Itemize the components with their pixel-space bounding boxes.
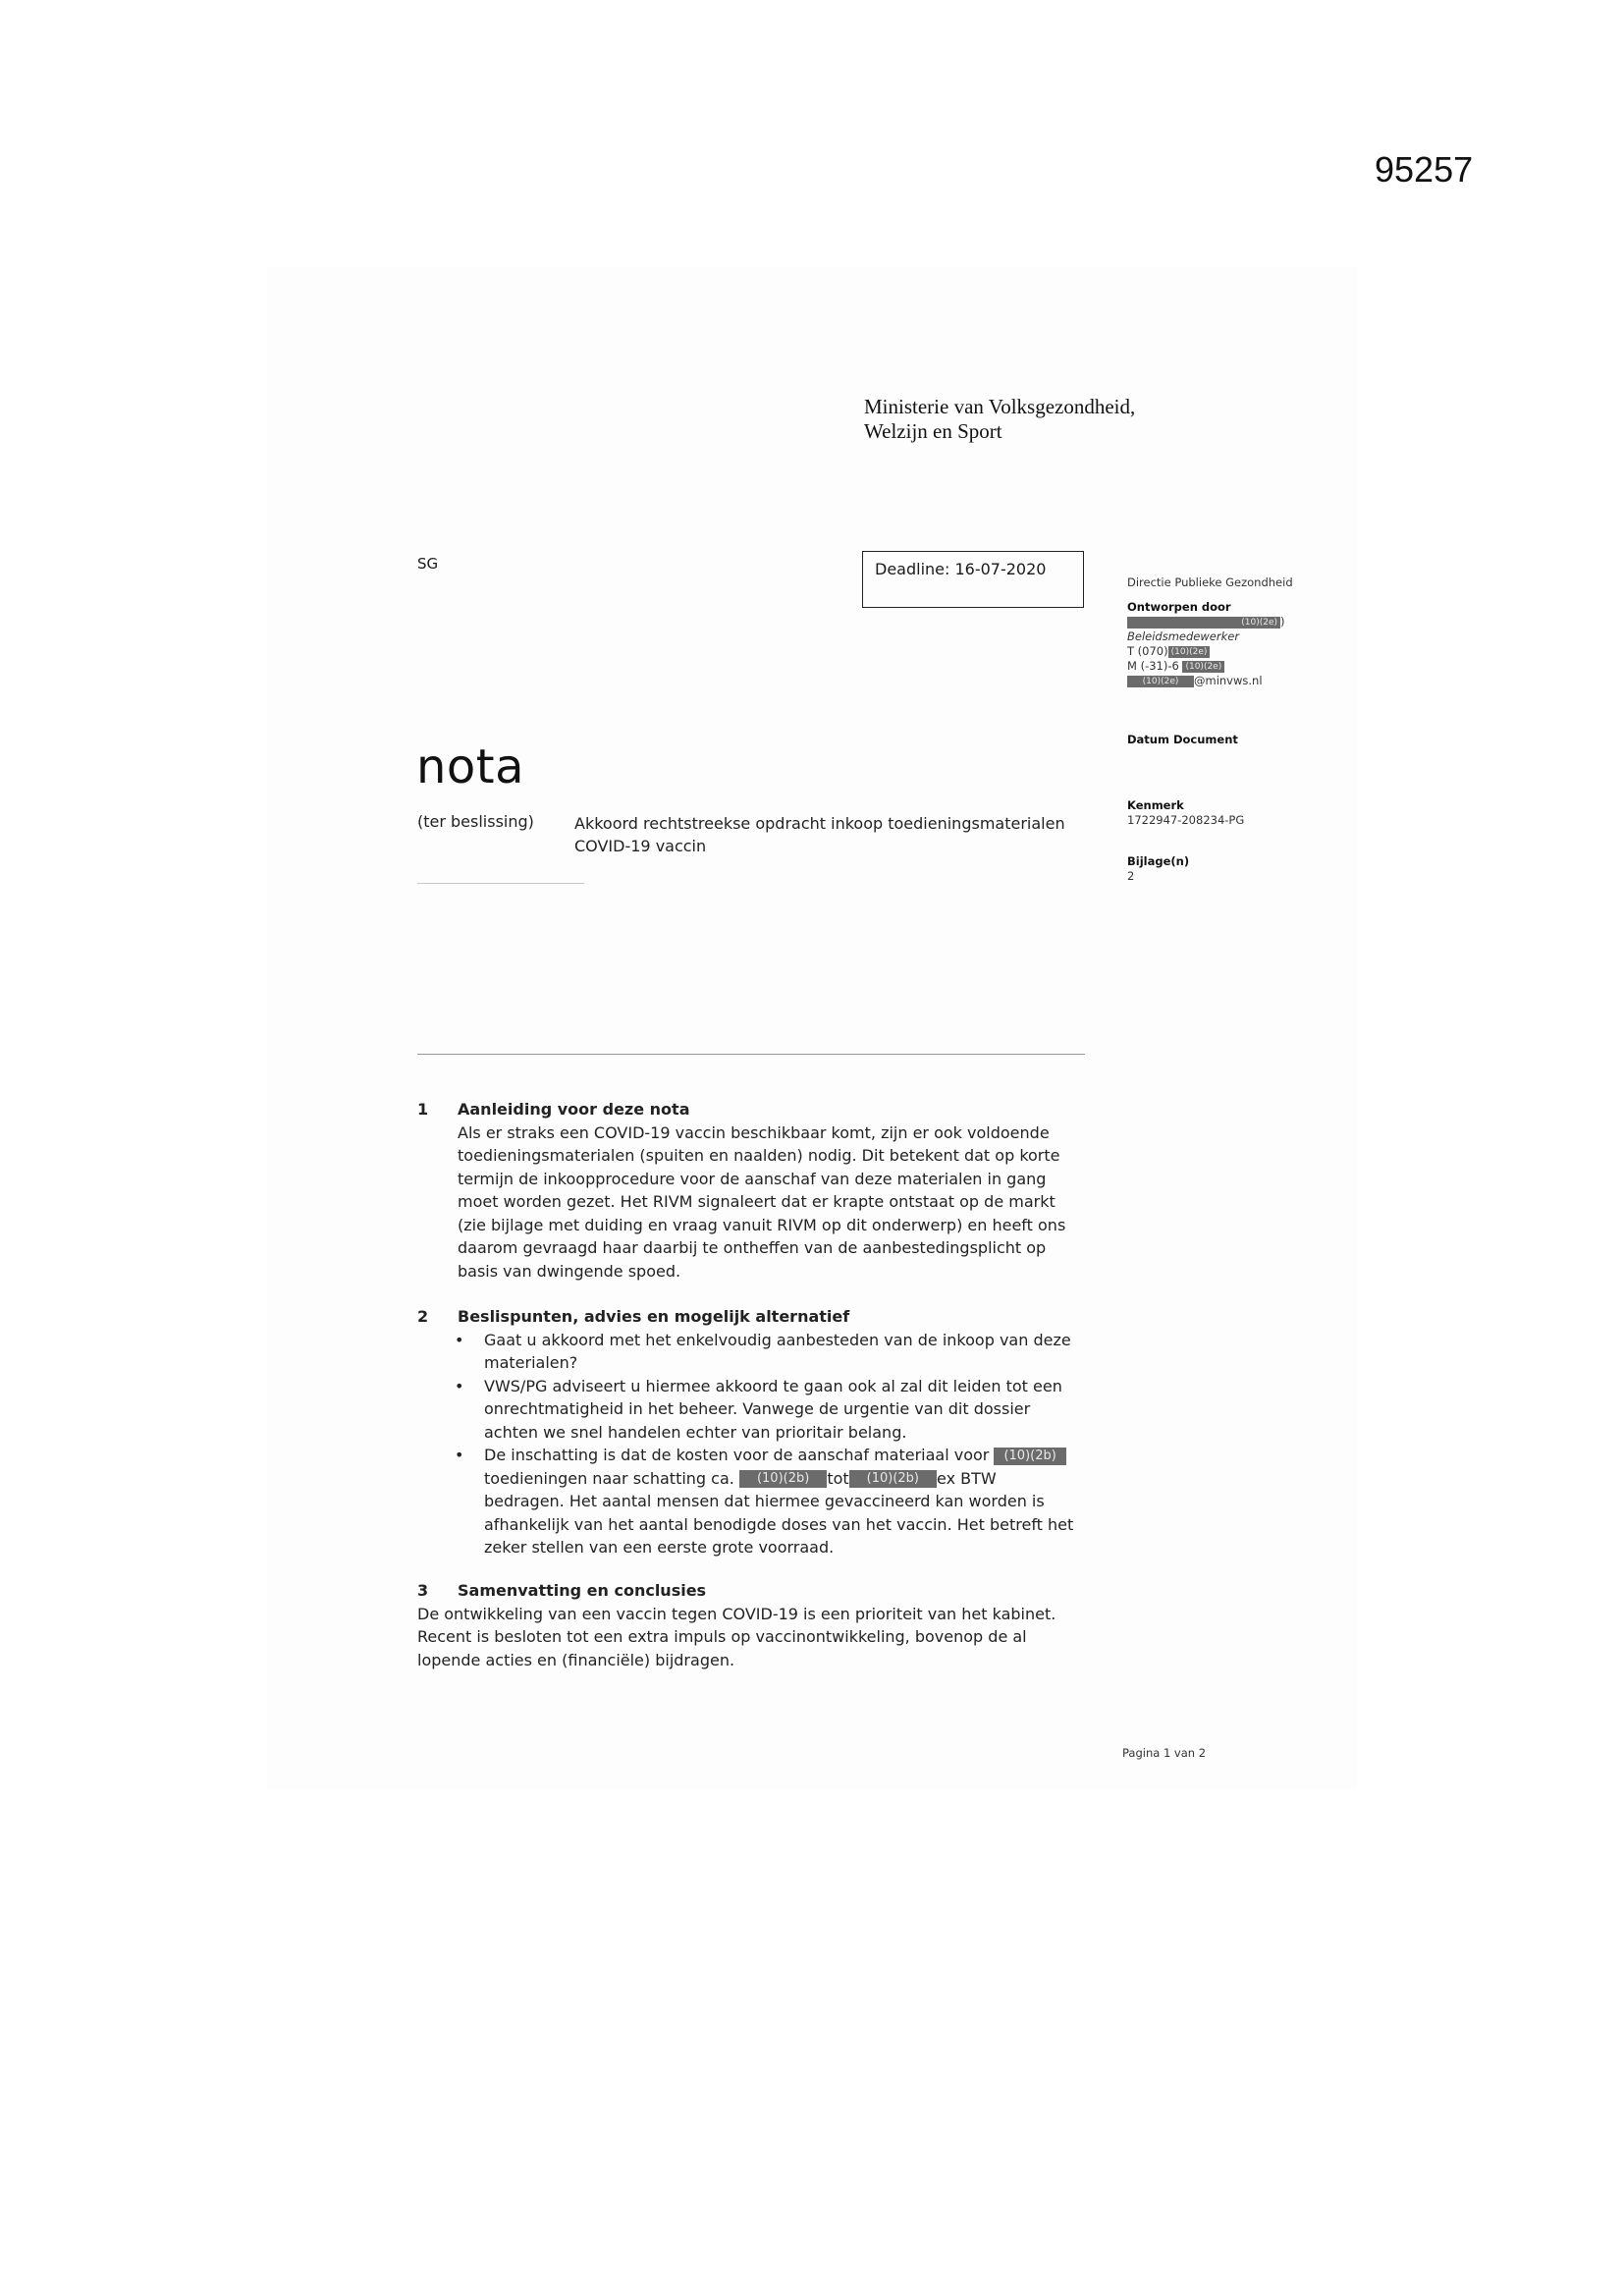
ministry-name [864,395,1135,444]
section-number: 3 [417,1581,429,1600]
ontworpen-close: ) [1280,615,1285,629]
deadline-box [862,551,1084,608]
text-line: lopende acties en (financiële) bijdragen. [417,1650,735,1669]
ontworpen-block [1127,600,1285,688]
redaction-amount: (10)(2b) [849,1470,937,1488]
role: Beleidsmedewerker [1127,629,1240,643]
bijlage-block [1127,854,1189,884]
addressee: SG [417,555,439,573]
redaction-phone-m: (10)(2e) [1182,661,1224,673]
document-number: 95257 [1375,149,1474,190]
section-number: 2 [417,1307,429,1326]
email-suffix: @minvws.nl [1194,674,1263,687]
datum-label: Datum Document [1127,733,1238,746]
text-line: toedieningsmaterialen (spuiten en naalden) nodig. Dit betekent dat op korte [458,1146,1060,1165]
section-number: 1 [417,1100,429,1119]
text-line: De ontwikkeling van een vaccin tegen COVID-19 is een prioriteit van het kabinet. [417,1604,1056,1623]
section-title: Samenvatting en conclusies [458,1581,707,1600]
bijlage-value: 2 [1127,869,1135,883]
redaction-amount: (10)(2b) [994,1448,1065,1465]
text-line: (zie bijlage met duiding en vraag vanuit RIVM op dit onderwerp) en heeft ons [458,1215,1066,1234]
bullet-list [417,1329,1124,1559]
scanned-page [267,267,1357,1789]
directie: Directie Publieke Gezondheid [1127,575,1293,589]
section-body [458,1121,1124,1284]
phone-t-prefix: T (070) [1127,644,1168,658]
list-item: • De inschatting is dat de kosten voor de aanschaf materiaal voor (10)(2b) toedieningen naar schatting ca. (10)(2b) tot (10)(2b) ex BTW bedragen. Het aantal mensen dat hiermee gevaccineerd kan worden is afhankelijk van het aantal benodigde doses van het vaccin. Het betreft het zeker stellen van een eerste grote voorraad. [484,1444,1124,1559]
kenmerk-label: Kenmerk [1127,798,1184,812]
long-divider [417,1054,1085,1055]
list-item: • Gaat u akkoord met het enkelvoudig aanbesteden van de inkoop van deze materialen? [484,1329,1124,1375]
bijlage-label: Bijlage(n) [1127,854,1190,868]
list-item: • VWS/PG adviseert u hiermee akkoord te gaan ook al zal dit leiden tot een onrechtmatigheid in het beheer. Vanwege de urgentie van dit dossier achten we snel handelen echter van prioritair belang. [484,1375,1124,1445]
subject-line-1: Akkoord rechtstreekse opdracht inkoop toedieningsmaterialen [574,814,1065,833]
section-body [417,1603,1124,1672]
redaction-name: (10)(2e) [1127,617,1280,629]
ontworpen-label: Ontworpen door [1127,600,1231,614]
text-line: basis van dwingende spoed. [458,1261,681,1281]
text-line: moet worden gezet. Het RIVM signaleert dat er krapte ontstaat op de markt [458,1192,1056,1211]
redaction-amount: (10)(2b) [739,1470,827,1488]
redaction-phone-t: (10)(2e) [1168,646,1211,658]
section-title: Beslispunten, advies en mogelijk alternatief [458,1307,850,1326]
text-line: Als er straks een COVID-19 vaccin beschikbaar komt, zijn er ook voldoende [458,1122,1050,1142]
text-line: termijn de inkoopprocedure voor de aanschaf van deze materialen in gang [458,1169,1047,1188]
short-divider [417,883,584,884]
section-3 [417,1579,1124,1671]
text-line: daarom gevraagd haar daarbij te ontheffen van de aanbestedingsplicht op [458,1238,1047,1257]
subject-line-2: COVID-19 vaccin [574,837,707,855]
nota-title: nota [416,739,525,794]
kenmerk-value: 1722947-208234-PG [1127,813,1245,827]
page-number: Pagina 1 van 2 [1122,1746,1207,1760]
redaction-email: (10)(2e) [1127,676,1194,687]
phone-m-prefix: M (-31)-6 [1127,659,1179,673]
ministry-line-1: Ministerie van Volksgezondheid, [864,395,1136,418]
section-1 [417,1098,1124,1283]
ministry-line-2: Welzijn en Sport [864,419,1002,443]
section-title: Aanleiding voor deze nota [458,1100,690,1119]
subject [574,812,1124,857]
section-2 [417,1305,1124,1559]
ter-beslissing: (ter beslissing) [417,812,534,831]
kenmerk-block [1127,798,1244,828]
text-line: Recent is besloten tot een extra impuls op vaccinontwikkeling, bovenop de al [417,1627,1027,1646]
deadline-text: Deadline: 16-07-2020 [875,560,1047,578]
